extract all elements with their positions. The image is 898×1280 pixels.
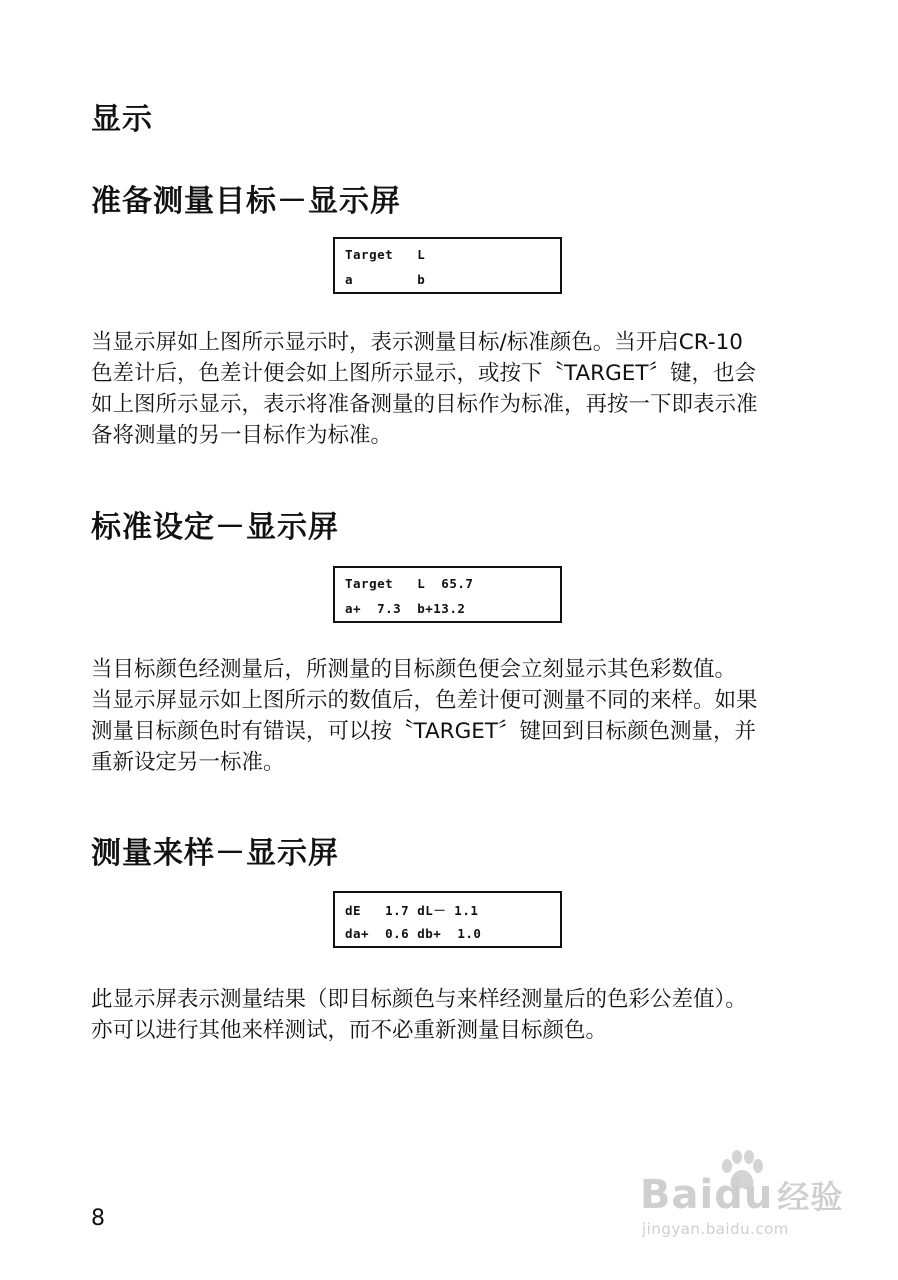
paragraph-line: 如上图所示显示，表示将准备测量的目标作为标准，再按一下即表示准 — [91, 392, 758, 417]
lcd-line-1: Target L 65.7 — [345, 576, 474, 591]
watermark-url: jingyan.baidu.com — [642, 1220, 789, 1238]
paragraph-line: 亦可以进行其他来样测试，而不必重新测量目标颜色。 — [91, 1018, 608, 1043]
paragraph-line: 当目标颜色经测量后，所测量的目标颜色便会立刻显示其色彩数值。 — [91, 657, 737, 682]
paragraph-line: 备将测量的另一目标作为标准。 — [91, 423, 393, 448]
page-number: 8 — [91, 1206, 105, 1231]
lcd-line-1: dE 1.7 dL－ 1.1 — [345, 903, 479, 918]
watermark-brand — [640, 1172, 843, 1218]
section-paragraph-measure-sample — [91, 984, 815, 1046]
lcd-line-2: a+ 7.3 b+13.2 — [345, 601, 466, 616]
page-title: 显示 — [91, 102, 153, 137]
lcd-display-standard — [333, 566, 562, 623]
watermark-brand-en: Baidu — [640, 1172, 774, 1218]
section-heading-prepare-target: 准备测量目标－显示屏 — [91, 184, 401, 219]
paragraph-line: 色差计后，色差计便会如上图所示显示，或按下〝TARGET〞键，也会 — [91, 361, 756, 386]
paragraph-line: 重新设定另一标准。 — [91, 750, 285, 775]
lcd-display-sample — [333, 891, 562, 948]
paragraph-line: 此显示屏表示测量结果（即目标颜色与来样经测量后的色彩公差值）。 — [91, 987, 747, 1012]
lcd-line-2: a b — [345, 272, 426, 287]
section-heading-standard-setting: 标准设定－显示屏 — [91, 510, 339, 545]
lcd-line-2: da+ 0.6 db+ 1.0 — [345, 926, 482, 941]
paragraph-line: 当显示屏如上图所示显示时，表示测量目标/标准颜色。当开启CR-10 — [91, 330, 743, 355]
watermark-brand-cn: 经验 — [777, 1178, 844, 1216]
section-paragraph-prepare-target — [91, 327, 815, 451]
paragraph-line: 当显示屏显示如上图所示的数值后，色差计便可测量不同的来样。如果 — [91, 688, 758, 713]
section-heading-measure-sample: 测量来样－显示屏 — [91, 836, 339, 871]
paragraph-line: 测量目标颜色时有错误，可以按〝TARGET〞键回到目标颜色测量，并 — [91, 719, 756, 744]
lcd-line-1: Target L — [345, 247, 426, 262]
lcd-display-target — [333, 237, 562, 294]
baidu-jingyan-watermark — [640, 1150, 860, 1240]
section-paragraph-standard-setting — [91, 654, 815, 778]
